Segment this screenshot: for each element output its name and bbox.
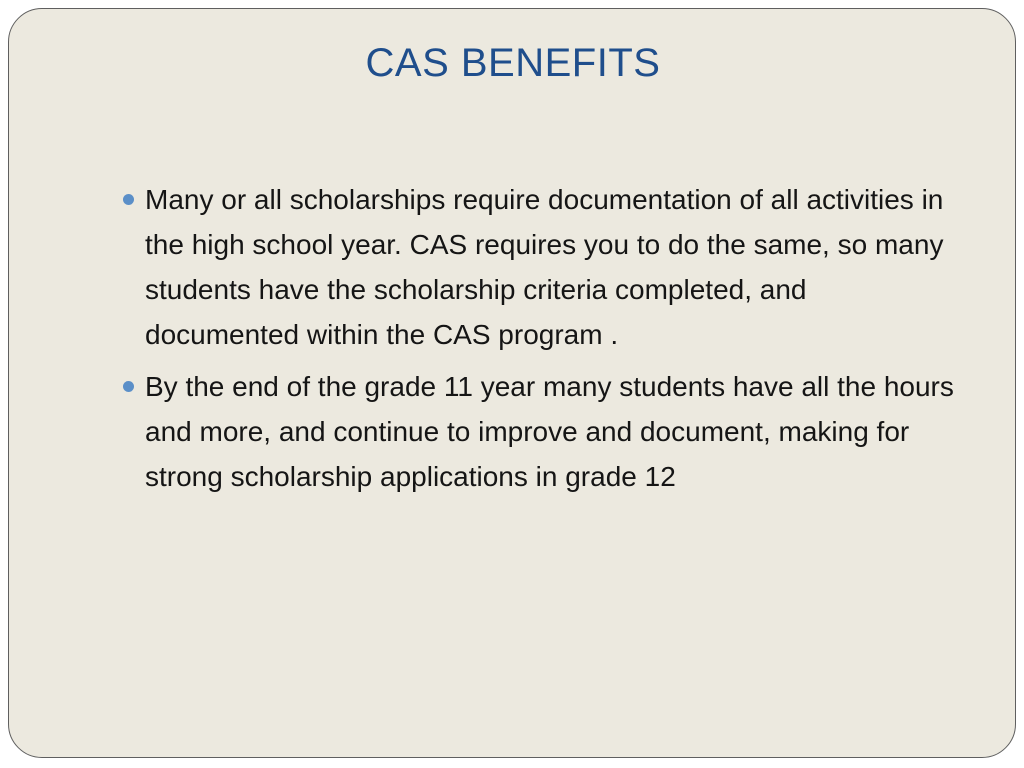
bullet-item-grade-11: [145, 364, 961, 499]
slide: [8, 8, 1016, 758]
bullet-dot-icon: [123, 381, 134, 392]
bullet-text: By the end of the grade 11 year many students have all the hours and more, and continue to improve and document, making for strong scholarship applications in grade 12: [145, 371, 954, 492]
bullet-item-scholarships: [145, 177, 961, 357]
slide-title: CAS BENEFITS: [365, 41, 661, 85]
bullet-text: Many or all scholarships require documentation of all activities in the high school year. CAS requires you to do the same, so many students have the scholarship criteria completed, and documented within the CAS program .: [145, 184, 944, 350]
bullet-list: [145, 177, 961, 506]
bullet-dot-icon: [123, 194, 134, 205]
